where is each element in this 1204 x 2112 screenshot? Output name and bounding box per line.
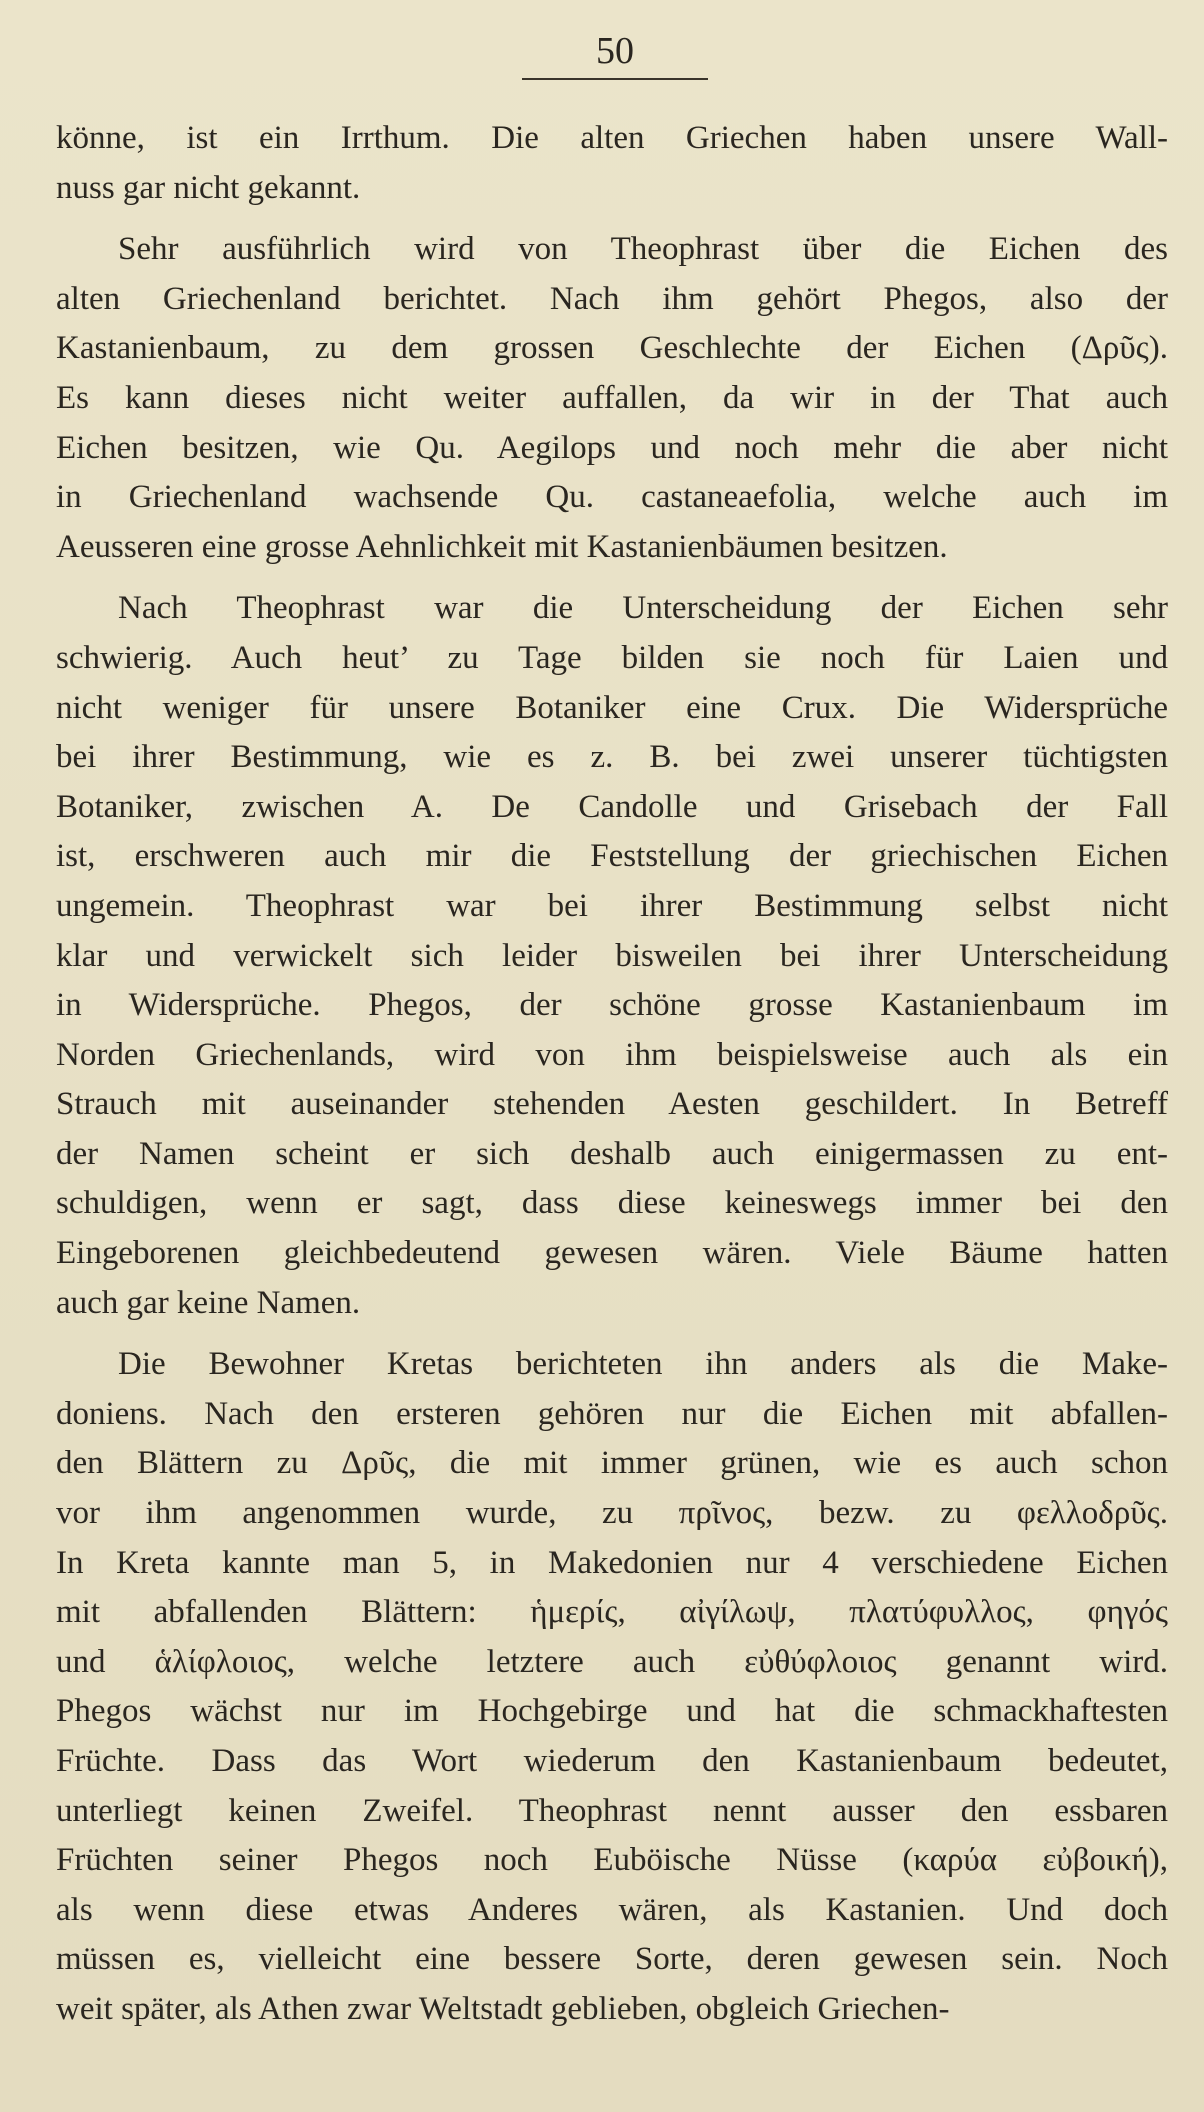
text-line: Norden Griechenlands, wird von ihm beispielsweise auch als ein	[56, 1036, 1168, 1073]
text-line: als wenn diese etwas Anderes wären, als Kastanien. Und doch	[56, 1891, 1168, 1928]
text-line: Es kann dieses nicht weiter auffallen, da wir in der That auch	[56, 379, 1168, 416]
body-text	[56, 114, 1168, 2035]
text-line: weit später, als Athen zwar Weltstadt geblieben, obgleich Griechen-	[56, 1990, 950, 2027]
text-line: Früchte. Dass das Wort wiederum den Kastanienbaum bedeutet,	[56, 1743, 1168, 1779]
text-line: nicht weniger für unsere Botaniker eine Crux. Die Widersprüche	[56, 689, 1168, 726]
text-line: Früchten seiner Phegos noch Euböische Nüsse (καρύα εὐβοική),	[56, 1842, 1168, 1879]
text-line: bei ihrer Bestimmung, wie es z. B. bei zwei unserer tüchtigsten	[56, 739, 1168, 776]
text-line: Sehr ausführlich wird von Theophrast über die Eichen des	[118, 231, 1168, 268]
text-line: mit abfallenden Blättern: ἡμερίς, αἰγίλωψ, πλατύφυλλος, φηγός	[56, 1594, 1168, 1631]
text-line: Eichen besitzen, wie Qu. Aegilops und noch mehr die aber nicht	[56, 429, 1168, 466]
text-line: Strauch mit auseinander stehenden Aesten geschildert. In Betreff	[56, 1086, 1168, 1123]
text-line: ungemein. Theophrast war bei ihrer Bestimmung selbst nicht	[56, 887, 1168, 924]
text-line: könne, ist ein Irrthum. Die alten Griechen haben unsere Wall-	[56, 120, 1168, 156]
text-line: schwierig. Auch heut’ zu Tage bilden sie noch für Laien und	[56, 639, 1168, 676]
text-line: Aeusseren eine grosse Aehnlichkeit mit Kastanienbäumen besitzen.	[56, 528, 948, 565]
text-line: alten Griechenland berichtet. Nach ihm gehört Phegos, also der	[56, 280, 1168, 317]
text-line: Phegos wächst nur im Hochgebirge und hat die schmackhaftesten	[56, 1693, 1168, 1730]
text-line: nuss gar nicht gekannt.	[56, 169, 361, 206]
text-line: Kastanienbaum, zu dem grossen Geschlechte der Eichen (Δρῦς).	[56, 330, 1168, 367]
paragraph	[56, 1340, 1168, 2034]
text-line: doniens. Nach den ersteren gehören nur die Eichen mit abfallen-	[56, 1395, 1168, 1432]
text-line: Nach Theophrast war die Unterscheidung der Eichen sehr	[118, 590, 1168, 627]
text-line: in Griechenland wachsende Qu. castaneaefolia, welche auch im	[56, 479, 1168, 516]
text-line: Die Bewohner Kretas berichteten ihn anders als die Make-	[118, 1346, 1168, 1383]
text-line: auch gar keine Namen.	[56, 1284, 361, 1321]
text-line: Eingeborenen gleichbedeutend gewesen wären. Viele Bäume hatten	[56, 1235, 1168, 1272]
text-line: schuldigen, wenn er sagt, dass diese keineswegs immer bei den	[56, 1185, 1168, 1222]
text-line: in Widersprüche. Phegos, der schöne grosse Kastanienbaum im	[56, 987, 1168, 1024]
text-line: unterliegt keinen Zweifel. Theophrast nennt ausser den essbaren	[56, 1792, 1168, 1829]
paragraph	[56, 225, 1168, 572]
paragraph	[56, 114, 1168, 213]
text-line: Botaniker, zwischen A. De Candolle und Grisebach der Fall	[56, 788, 1168, 825]
text-line: müssen es, vielleicht eine bessere Sorte, deren gewesen sein. Noch	[56, 1941, 1168, 1978]
text-line: klar und verwickelt sich leider bisweilen bei ihrer Unterscheidung	[56, 937, 1168, 974]
text-line: vor ihm angenommen wurde, zu πρῖνος, bezw. zu φελλοδρῦς.	[56, 1495, 1168, 1532]
text-line: In Kreta kannte man 5, in Makedonien nur 4 verschiedene Eichen	[56, 1544, 1168, 1581]
text-line: ist, erschweren auch mir die Feststellung der griechischen Eichen	[56, 838, 1168, 875]
page-number: 50	[596, 30, 634, 72]
text-line: und ἁλίφλοιος, welche letztere auch εὐθύφλοιος genannt wird.	[56, 1643, 1168, 1680]
text-line: den Blättern zu Δρῦς, die mit immer grünen, wie es auch schon	[56, 1445, 1168, 1482]
paragraph	[56, 584, 1168, 1328]
page-number-rule	[522, 78, 708, 80]
text-line: der Namen scheint er sich deshalb auch einigermassen zu ent-	[56, 1135, 1168, 1172]
